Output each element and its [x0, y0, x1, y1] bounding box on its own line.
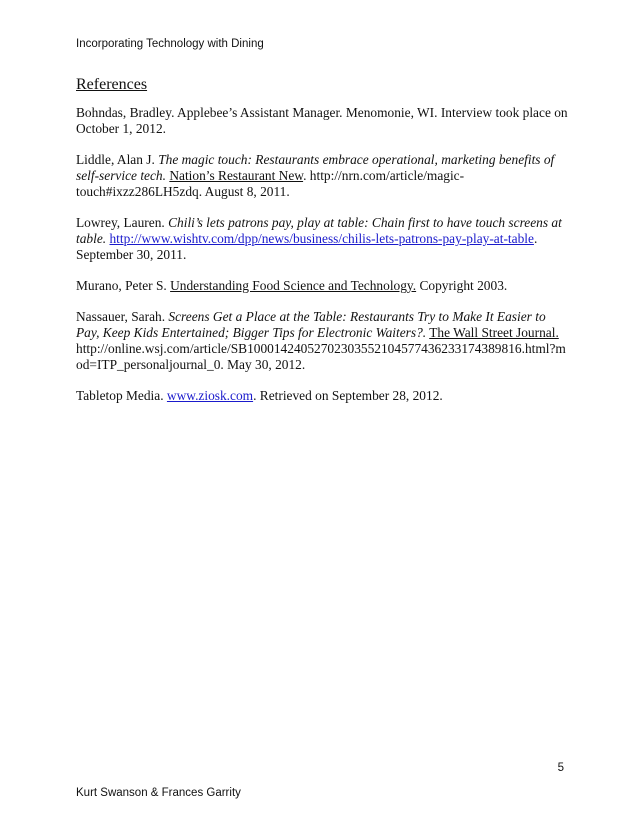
- reference-text: . http://nrn.com/article/magic-touch#ixzz286LH5zdq. August 8, 2011.: [76, 168, 465, 199]
- reference-entry: [76, 388, 568, 404]
- reference-text: Murano, Peter S.: [76, 278, 171, 293]
- reference-entry: [76, 278, 568, 294]
- reference-text: Lowrey, Lauren.: [76, 215, 169, 230]
- reference-source: Nation’s Restaurant New: [169, 168, 304, 183]
- reference-title: Chili’s lets patrons pay, play at table: Chain first to have touch screens at table.: [76, 215, 562, 246]
- reference-text: Tabletop Media.: [76, 388, 167, 403]
- reference-text: . September 30, 2011.: [76, 231, 538, 262]
- reference-text: . Retrieved on September 28, 2012.: [253, 388, 443, 403]
- reference-entry: [76, 309, 568, 373]
- reference-text: http://online.wsj.com/article/SB10001424052702303552104577436233174389816.html?mod=ITP_personaljournal_0. May 30, 2012.: [76, 341, 566, 372]
- reference-link[interactable]: http://www.wishtv.com/dpp/news/business/chilis-lets-patrons-pay-play-at-table: [109, 231, 534, 246]
- references-heading: References: [76, 76, 148, 93]
- reference-text: Nassauer, Sarah.: [76, 309, 169, 324]
- reference-text: Copyright 2003.: [416, 278, 508, 293]
- reference-link[interactable]: www.ziosk.com: [166, 388, 254, 403]
- reference-entry: [76, 152, 568, 200]
- running-header: Incorporating Technology with Dining: [76, 38, 264, 50]
- document-body: [76, 76, 568, 419]
- page-number: 5: [557, 762, 564, 774]
- reference-title: The magic touch: Restaurants embrace operational, marketing benefits of self-service tech.: [76, 152, 555, 183]
- reference-entry: [76, 215, 568, 263]
- reference-entry: [76, 105, 568, 137]
- reference-source: Understanding Food Science and Technology.: [170, 278, 417, 293]
- reference-text: Bohndas, Bradley. Applebee’s Assistant Manager. Menomonie, WI. Interview took place on October 1, 2012.: [76, 105, 568, 136]
- reference-text: Liddle, Alan J.: [76, 152, 159, 167]
- reference-source: The Wall Street Journal.: [429, 325, 559, 340]
- running-footer: Kurt Swanson & Frances Garrity: [76, 787, 241, 799]
- reference-title: Screens Get a Place at the Table: Restaurants Try to Make It Easier to Pay, Keep Kids Entertained; Bigger Tips for Electronic Waiters?.: [76, 309, 546, 340]
